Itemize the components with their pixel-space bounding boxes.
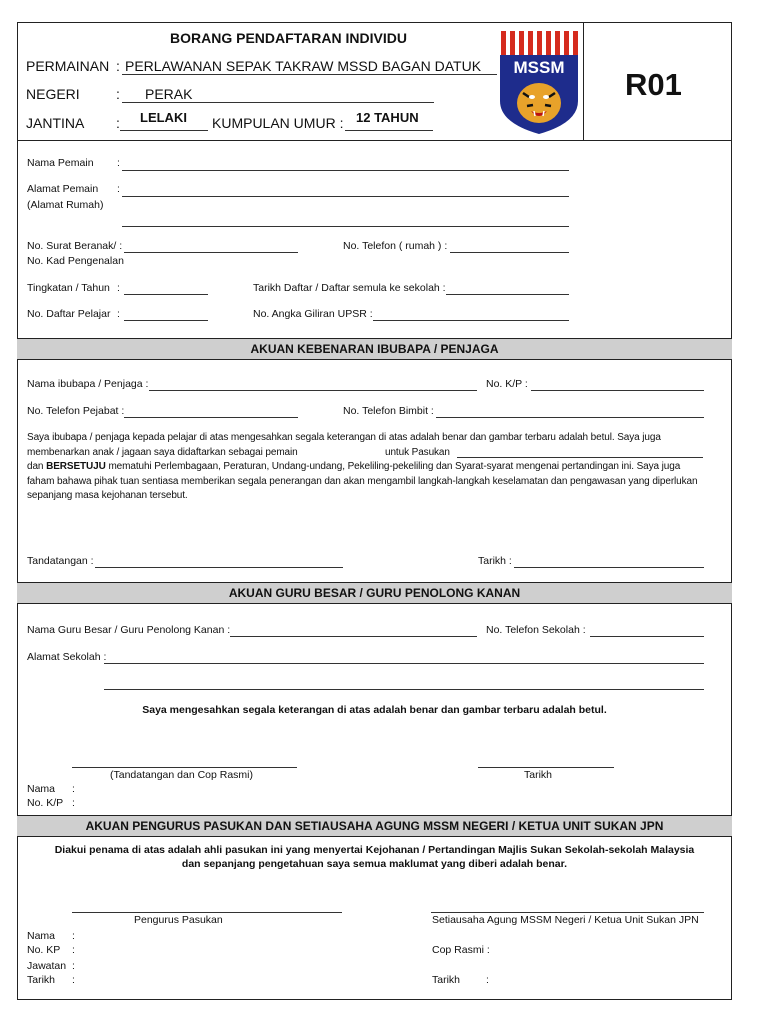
form-title: BORANG PENDAFTARAN INDIVIDU (170, 30, 407, 46)
jantina-colon: : (116, 115, 120, 131)
alamat-rumah-label: (Alamat Rumah) (27, 199, 104, 211)
parent-declaration-line4: faham bahawa pihak tuan sentiasa memberikan segala penerangan dan akan mengambil langkah-langkah keselamatan dan pengawasan yang diperlukan (27, 475, 698, 487)
negeri-value: PERAK (145, 86, 193, 102)
telefon-rumah-label: No. Telefon ( rumah ) : (343, 240, 448, 252)
parent-declaration-line3c: mematuhi Perlembagaan, Peraturan, Undang-undang, Pekeliling-pekeliling dan Syarat-syarat mengenai pertandingan ini. Saya juga (108, 461, 681, 472)
nama-pemain-colon: : (117, 157, 120, 169)
parent-tarikh-label: Tarikh : (478, 555, 512, 567)
setiausaha-label: Setiausaha Agung MSSM Negeri / Ketua Unit Sukan JPN (432, 914, 699, 926)
guru-signature-field[interactable] (72, 767, 297, 768)
guru-nama-colon: : (72, 783, 75, 795)
parent-tarikh-field[interactable] (514, 567, 704, 568)
cop-rasmi-label: Cop Rasmi : (432, 944, 490, 956)
tingkatan-field[interactable] (124, 294, 208, 295)
nama-pemain-label: Nama Pemain (27, 157, 94, 169)
negeri-label: NEGERI (26, 86, 80, 102)
jantina-label: JANTINA (26, 115, 85, 131)
mssm-logo (499, 31, 579, 135)
umur-value: 12 TAHUN (356, 110, 419, 125)
parent-signature-field[interactable] (95, 567, 343, 568)
setiausaha-tarikh-label: Tarikh (432, 974, 461, 986)
pasukan-field[interactable] (457, 457, 703, 458)
manager-kp-colon: : (72, 944, 75, 956)
guru-tarikh-field[interactable] (478, 767, 614, 768)
manager-jawatan-label: Jawatan (27, 960, 67, 972)
alamat-pemain-label: Alamat Pemain (27, 183, 99, 195)
nama-pemain-field[interactable] (122, 170, 569, 171)
alamat-sekolah-field-1[interactable] (104, 663, 704, 664)
alamat-sekolah-label: Alamat Sekolah : (27, 651, 107, 663)
school-statement: Saya mengesahkan segala keterangan di atas adalah benar dan gambar terbaru adalah betul. (142, 704, 607, 716)
manager-statement-2: dan sepanjang pengetahuan saya semua maklumat yang diberi adalah benar. (181, 858, 568, 870)
school-section-heading: AKUAN GURU BESAR / GURU PENOLONG KANAN (17, 582, 732, 604)
daftar-pelajar-label: No. Daftar Pelajar (27, 308, 111, 320)
manager-nama-colon: : (72, 930, 75, 942)
header-vline (583, 22, 584, 140)
manager-tarikh-colon: : (72, 974, 75, 986)
manager-tarikh-label: Tarikh (27, 974, 56, 986)
parent-declaration (27, 431, 727, 504)
tel-bimbit-label: No. Telefon Bimbit : (343, 405, 434, 417)
tingkatan-label: Tingkatan / Tahun (27, 282, 110, 294)
manager-statement-1: Diakui penama di atas adalah ahli pasukan ini yang menyertai Kejohanan / Pertandingan Majlis Sukan Sekolah-sekolah Malaysia (54, 844, 695, 856)
daftar-pelajar-colon: : (117, 308, 120, 320)
guru-tarikh-label: Tarikh (524, 769, 553, 781)
pengurus-signature-field[interactable] (72, 912, 342, 913)
tarikh-daftar-field[interactable] (446, 294, 569, 295)
ibubapa-kp-label: No. K/P : (486, 378, 528, 390)
alamat-sekolah-field-2[interactable] (104, 689, 704, 690)
umur-underline (345, 130, 433, 131)
alamat-pemain-colon: : (117, 183, 120, 195)
surat-beranak-field[interactable] (124, 252, 298, 253)
daftar-pelajar-field[interactable] (124, 320, 208, 321)
tel-sekolah-label: No. Telefon Sekolah : (486, 624, 586, 636)
permainan-label: PERMAINAN (26, 58, 110, 74)
setiausaha-signature-field[interactable] (431, 912, 704, 913)
guru-nama-label: Nama (27, 783, 56, 795)
form-code: R01 (625, 67, 682, 102)
manager-jawatan-colon: : (72, 960, 75, 972)
pengurus-pasukan-label: Pengurus Pasukan (134, 914, 223, 926)
manager-section-heading: AKUAN PENGURUS PASUKAN DAN SETIAUSAHA AGUNG MSSM NEGERI / KETUA UNIT SUKAN JPN (17, 815, 732, 837)
negeri-colon: : (116, 86, 120, 102)
tingkatan-colon: : (117, 282, 120, 294)
manager-nama-label: Nama (27, 930, 56, 942)
tarikh-daftar-label: Tarikh Daftar / Daftar semula ke sekolah : (253, 282, 446, 294)
angka-giliran-field[interactable] (373, 320, 569, 321)
parent-section-heading: AKUAN KEBENARAN IBUBAPA / PENJAGA (17, 338, 732, 360)
tel-sekolah-field[interactable] (590, 636, 704, 637)
bersetuju-text: BERSETUJU (46, 461, 106, 472)
guru-kp-label: No. K/P (27, 797, 64, 809)
parent-declaration-line5: sepanjang masa kejohanan tersebut. (27, 490, 188, 501)
nama-guru-field[interactable] (230, 636, 477, 637)
permainan-colon: : (116, 58, 120, 74)
alamat-pemain-field-1[interactable] (122, 196, 569, 197)
jantina-underline (120, 130, 208, 131)
jantina-value: LELAKI (140, 110, 187, 125)
parent-tandatangan-label: Tandatangan : (27, 555, 94, 567)
tel-pejabat-field[interactable] (124, 417, 298, 418)
angka-giliran-label: No. Angka Giliran UPSR : (253, 308, 373, 320)
negeri-underline (122, 102, 434, 103)
tel-pejabat-label: No. Telefon Pejabat : (27, 405, 125, 417)
mssm-shield-icon (499, 31, 579, 135)
alamat-pemain-field-2[interactable] (122, 226, 569, 227)
surat-beranak-label: No. Surat Beranak/ : (27, 240, 123, 252)
guru-tandatangan-label: (Tandatangan dan Cop Rasmi) (110, 769, 254, 781)
parent-declaration-line2b: untuk Pasukan (385, 446, 450, 458)
guru-kp-colon: : (72, 797, 75, 809)
logo-text: MSSM (513, 58, 565, 77)
setiausaha-tarikh-colon: : (486, 974, 489, 986)
nama-ibubapa-field[interactable] (149, 390, 477, 391)
parent-declaration-line3a: dan (27, 461, 44, 472)
nama-guru-label: Nama Guru Besar / Guru Penolong Kanan : (27, 624, 231, 636)
parent-declaration-line1: Saya ibubapa / penjaga kepada pelajar di atas mengesahkan segala keterangan di atas adalah benar dan gambar terbaru adalah betul. Saya juga (27, 432, 661, 443)
umur-label: KUMPULAN UMUR : (212, 115, 344, 131)
permainan-value: PERLAWANAN SEPAK TAKRAW MSSD BAGAN DATUK (125, 58, 482, 74)
permainan-underline (122, 74, 497, 75)
manager-kp-label: No. KP (27, 944, 61, 956)
kad-pengenalan-label: No. Kad Pengenalan (27, 255, 124, 267)
nama-ibubapa-label: Nama ibubapa / Penjaga : (27, 378, 149, 390)
parent-declaration-line2a: membenarkan anak / jagaan saya didaftarkan sebagai pemain (27, 446, 298, 458)
header-bottom-line (17, 140, 732, 141)
telefon-rumah-field[interactable] (450, 252, 569, 253)
tel-bimbit-field[interactable] (436, 417, 704, 418)
ibubapa-kp-field[interactable] (531, 390, 704, 391)
